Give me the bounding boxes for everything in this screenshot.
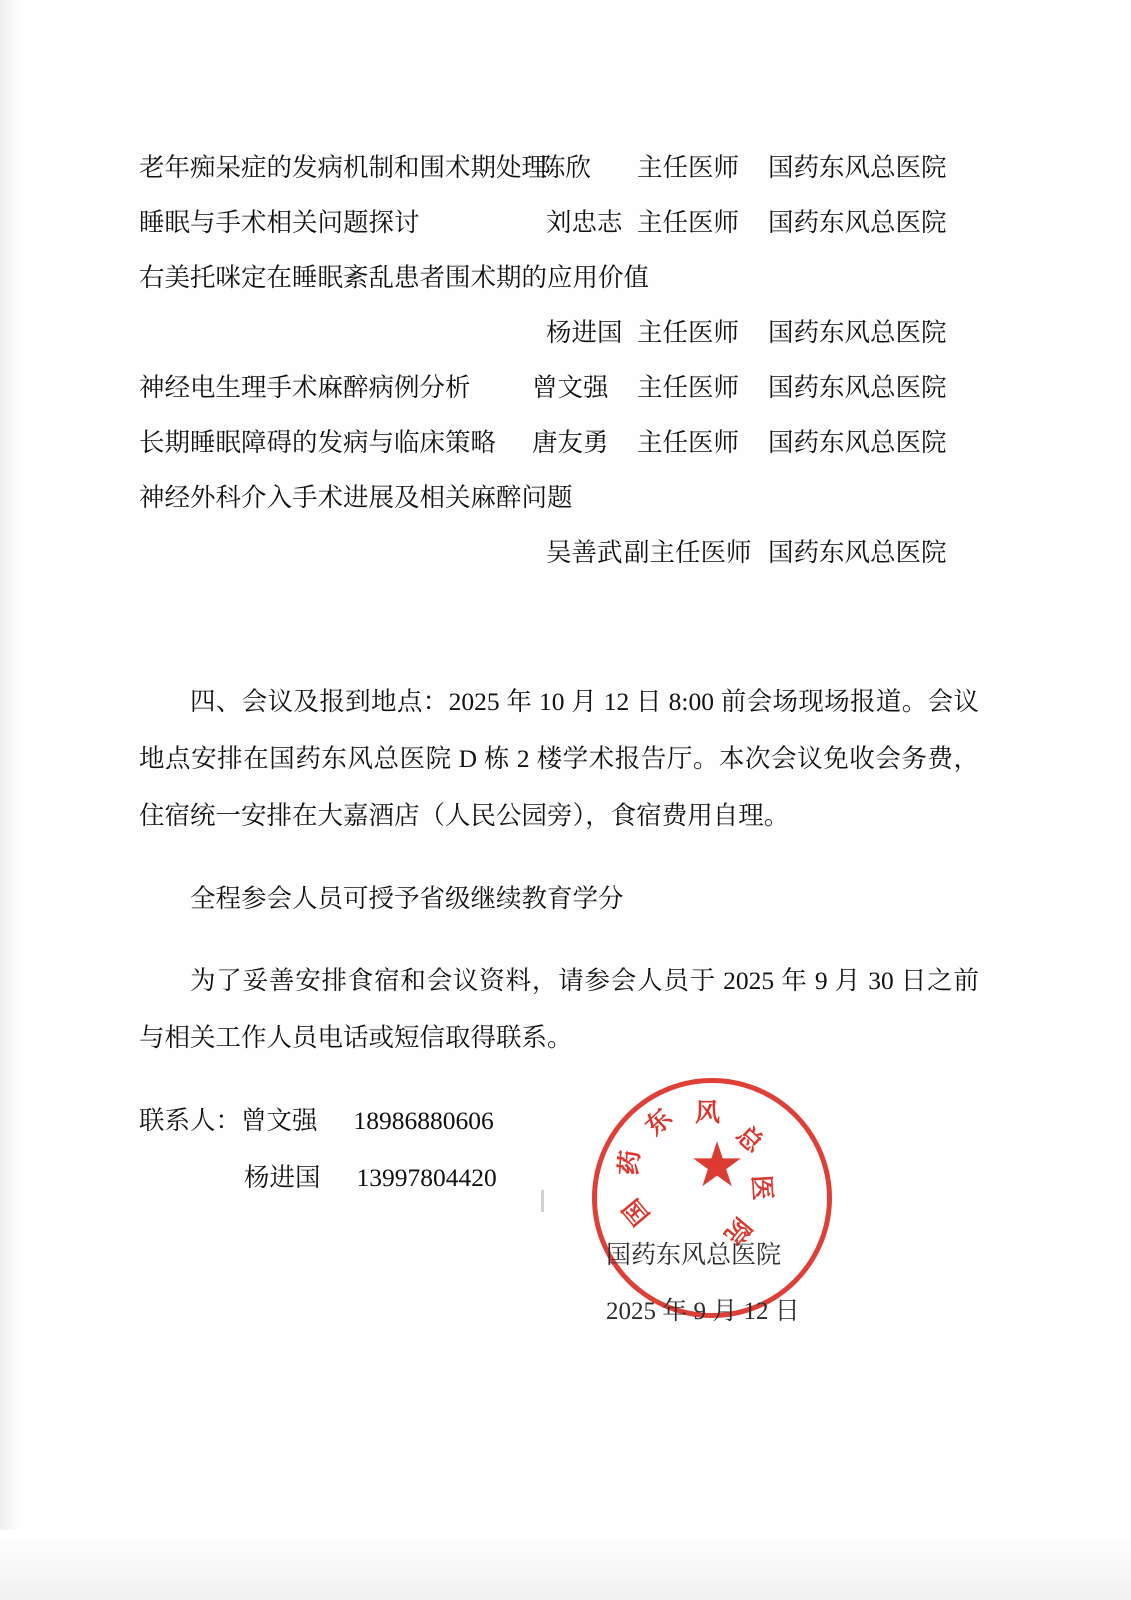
seal-date-line: 2025 年 9 月 12 日: [606, 1298, 800, 1325]
lecture-speaker: 唐友勇: [532, 428, 609, 457]
lecture-title: 主任医师: [637, 373, 740, 402]
seal-signature-lines: [606, 1228, 886, 1340]
registration-note-paragraph: 为了妥善安排食宿和会议资料，请参会人员于 2025 年 9 月 30 日之前与相关工作人员电话或短信取得联系。: [139, 966, 979, 1052]
lecture-row: [139, 485, 979, 540]
scan-artifact-mark: [541, 1190, 544, 1212]
contact-phone: 13997804420: [356, 1162, 497, 1192]
seal-arc-char: 医: [746, 1174, 776, 1201]
lecture-speaker: 吴善武: [546, 538, 623, 567]
lecture-title: 主任医师: [637, 208, 740, 237]
lecture-topic: 睡眠与手术相关问题探讨: [139, 208, 420, 237]
lecture-speaker: 陈欣: [540, 153, 592, 182]
lecture-row: [139, 265, 979, 320]
lecture-topic: 神经电生理手术麻醉病例分析: [139, 373, 471, 402]
contact-phone: 18986880606: [353, 1105, 494, 1135]
lecture-row: [139, 155, 979, 210]
lecture-topic: 右美托咪定在睡眠紊乱患者围术期的应用价值: [139, 263, 650, 292]
contact-line: [139, 1149, 979, 1206]
lecture-org: 国药东风总医院: [768, 538, 947, 567]
contact-label: 联系人：: [139, 1105, 242, 1135]
lecture-topic: 神经外科介入手术进展及相关麻醉问题: [139, 483, 573, 512]
lecture-org: 国药东风总医院: [768, 318, 947, 347]
lecture-row: [139, 430, 979, 485]
seal-arc-char: 院: [718, 1212, 756, 1249]
lecture-row: [139, 375, 979, 430]
seal-arc-char: 药: [616, 1149, 645, 1176]
lecture-speaker: 曾文强: [532, 373, 609, 402]
lecture-org: 国药东风总医院: [768, 428, 947, 457]
lecture-org: 国药东风总医院: [768, 153, 947, 182]
lecture-title: 主任医师: [637, 153, 740, 182]
lecture-title: 主任医师: [637, 318, 740, 347]
lecture-row: [139, 540, 979, 595]
contact-name: 曾文强: [241, 1105, 318, 1135]
lecture-row: [139, 320, 979, 375]
credit-note-paragraph: 全程参会人员可授予省级继续教育学分: [190, 883, 624, 913]
contact-line: [139, 1092, 979, 1149]
contact-block: [139, 1092, 979, 1206]
contact-name: 杨进国: [244, 1162, 321, 1192]
page-edge-shadow-left: [0, 0, 22, 1600]
lecture-org: 国药东风总医院: [768, 208, 947, 237]
official-seal: 国 药 东 风 总 医 院 ★ 国药东风总医院 2025 年 9 月 12 日: [592, 1078, 842, 1328]
lecture-speaker: 杨进国: [546, 318, 623, 347]
document-content: [139, 155, 979, 1206]
page-edge-shadow-bottom: [0, 1530, 1131, 1600]
lecture-row: [139, 210, 979, 265]
lecture-title: 主任医师: [637, 428, 740, 457]
lecture-topic: 老年痴呆症的发病机制和围术期处理: [139, 153, 548, 182]
seal-arc-char: 总: [730, 1121, 768, 1159]
lecture-org: 国药东风总医院: [768, 373, 947, 402]
section-four-paragraph: 四、会议及报到地点：2025 年 10 月 12 日 8:00 前会场现场报道。会议地点安排在国药东风总医院 D 栋 2 楼学术报告厅。本次会议免收会务费，住宿统一安排在大嘉酒店（人民公园旁），食宿费用自理。: [139, 687, 979, 830]
seal-arc-char: 东: [640, 1104, 678, 1142]
lecture-topic: 长期睡眠障碍的发病与临床策略: [139, 428, 497, 457]
seal-org-line: 国药东风总医院: [606, 1242, 782, 1269]
document-body: [139, 673, 979, 1066]
lecture-schedule-list: [139, 155, 979, 595]
lecture-speaker: 刘忠志: [546, 208, 623, 237]
lecture-title: 副主任医师: [624, 538, 752, 567]
seal-arc-char: 风: [695, 1100, 721, 1127]
seal-arc-char: 国: [618, 1193, 656, 1230]
